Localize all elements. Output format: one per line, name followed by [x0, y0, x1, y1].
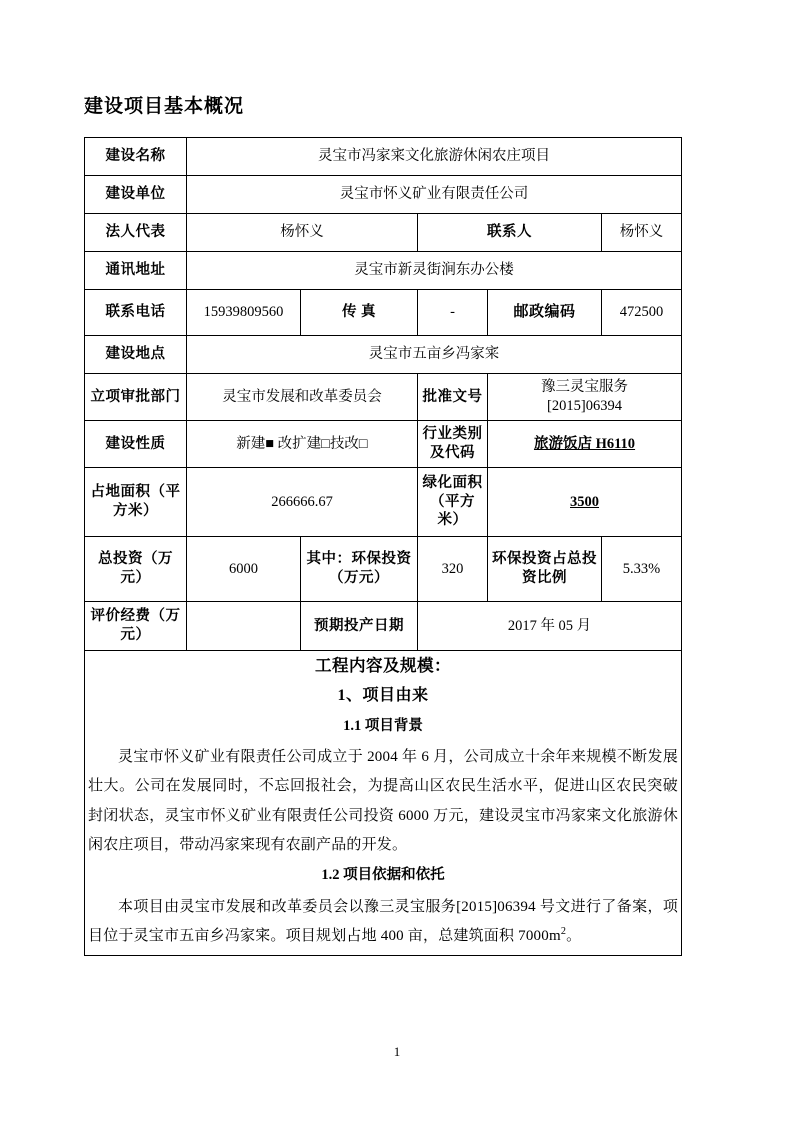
table-row	[85, 468, 682, 537]
cell-value-land-area: 266666.67	[187, 468, 418, 537]
heading-project-basis: 1.2 项目依据和依托	[321, 867, 445, 884]
cell-value-build-unit: 灵宝市怀义矿业有限责任公司	[187, 176, 682, 214]
cell-value-env-investment: 320	[418, 537, 488, 602]
approval-doc-line2: [2015]06394	[547, 398, 622, 414]
table-row	[85, 537, 682, 602]
heading-project-origin: 1、项目由来	[337, 687, 429, 705]
cell-value-fax: -	[418, 290, 488, 336]
cell-label-contact-person: 联系人	[418, 214, 602, 252]
cell-value-nature: 新建■ 改扩建□技改□	[187, 421, 418, 468]
cell-label-production-date: 预期投产日期	[301, 602, 418, 651]
table-row	[85, 290, 682, 336]
table-row	[85, 336, 682, 374]
table-row	[85, 252, 682, 290]
cell-value-site: 灵宝市五亩乡冯家宷	[187, 336, 682, 374]
cell-label-build-unit: 建设单位	[85, 176, 187, 214]
cell-label-approval-doc: 批准文号	[418, 374, 488, 421]
table-row	[85, 138, 682, 176]
content-cell	[85, 651, 682, 956]
cell-value-legal-rep: 杨怀义	[187, 214, 418, 252]
cell-value-postcode: 472500	[602, 290, 682, 336]
cell-label-site: 建设地点	[85, 336, 187, 374]
cell-label-project-name: 建设名称	[85, 138, 187, 176]
table-row-content	[85, 651, 682, 956]
cell-label-env-ratio: 环保投资占总投资比例	[488, 537, 602, 602]
cell-value-eval-fee	[187, 602, 301, 651]
paragraph-background: 灵宝市怀义矿业有限责任公司成立于 2004 年 6 月，公司成立十余年来规模不断发展壮大。公司在发展同时，不忘回报社会，为提高山区农民生活水平，促进山区农民突破封闭状态，灵宝市怀义矿业有限责任公司投资 6000 万元，建设灵宝市冯家宷文化旅游休闲农庄项目，带动冯家宷现有农副产品的开发。	[88, 749, 679, 853]
paragraph-basis-text: 本项目由灵宝市发展和改革委员会以豫三灵宝服务[2015]06394 号文进行了备案，项目位于灵宝市五亩乡冯家宷。项目规划占地 400 亩，总建筑面积 7000m	[88, 898, 679, 944]
cell-value-approval-doc	[488, 374, 682, 421]
table-row	[85, 374, 682, 421]
cell-value-env-ratio: 5.33%	[602, 537, 682, 602]
table-row	[85, 421, 682, 468]
paragraph-basis-superscript: 2	[560, 925, 567, 937]
cell-value-green-area: 3500	[488, 468, 682, 537]
cell-label-legal-rep: 法人代表	[85, 214, 187, 252]
cell-value-total-investment: 6000	[187, 537, 301, 602]
cell-label-green-area: 绿化面积（平方米）	[418, 468, 488, 537]
cell-label-phone: 联系电话	[85, 290, 187, 336]
paragraph-basis-end: 。	[566, 927, 582, 944]
table-row	[85, 214, 682, 252]
page-title: 建设项目基本概况	[84, 96, 245, 117]
cell-value-address: 灵宝市新灵街涧东办公楼	[187, 252, 682, 290]
cell-value-industry: 旅游饭店 H6110	[488, 421, 682, 468]
heading-project-background: 1.1 项目背景	[343, 717, 423, 734]
cell-value-project-name: 灵宝市冯家宷文化旅游休闲农庄项目	[187, 138, 682, 176]
table-row	[85, 602, 682, 651]
cell-label-approval-dept: 立项审批部门	[85, 374, 187, 421]
table-row	[85, 176, 682, 214]
cell-label-total-investment: 总投资（万元）	[85, 537, 187, 602]
section-title-scope: 工程内容及规模：	[315, 656, 451, 675]
cell-label-postcode: 邮政编码	[488, 290, 602, 336]
cell-label-eval-fee: 评价经费（万元）	[85, 602, 187, 651]
cell-label-address: 通讯地址	[85, 252, 187, 290]
cell-value-approval-dept: 灵宝市发展和改革委员会	[187, 374, 418, 421]
cell-label-land-area: 占地面积（平方米）	[85, 468, 187, 537]
cell-value-contact-person: 杨怀义	[602, 214, 682, 252]
cell-label-nature: 建设性质	[85, 421, 187, 468]
cell-label-fax: 传 真	[301, 290, 418, 336]
project-overview-table	[84, 137, 682, 956]
cell-value-production-date: 2017 年 05 月	[418, 602, 682, 651]
cell-label-env-investment: 其中：环保投资（万元）	[301, 537, 418, 602]
paragraph-basis	[88, 893, 678, 952]
cell-label-industry: 行业类别及代码	[418, 421, 488, 468]
approval-doc-line1: 豫三灵宝服务	[541, 379, 628, 396]
page-number: 1	[393, 1044, 401, 1059]
cell-value-phone: 15939809560	[187, 290, 301, 336]
